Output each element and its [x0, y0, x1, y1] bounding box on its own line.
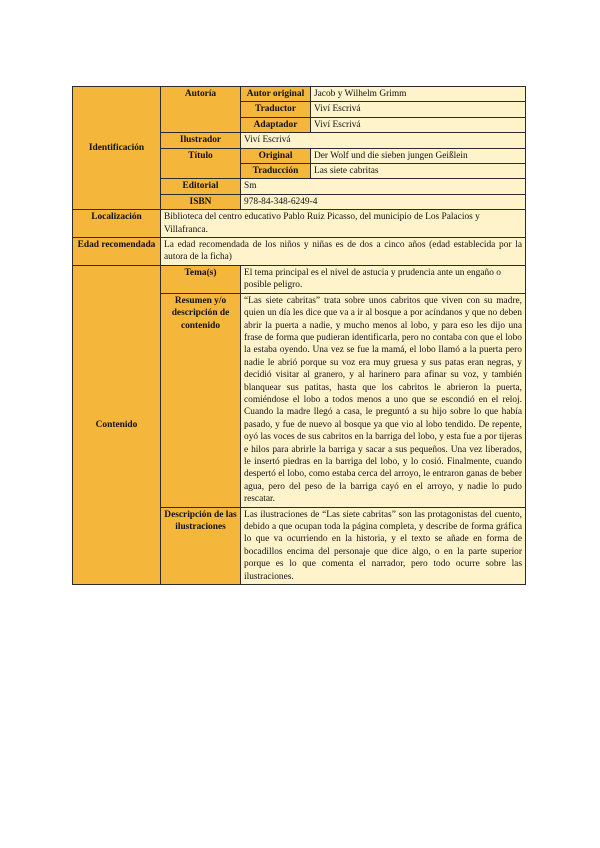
traduccion-label: Traducción	[241, 164, 311, 179]
original-label: Original	[241, 148, 311, 163]
autor-original-value: Jacob y Wilhelm Grimm	[311, 87, 526, 102]
tema-value: El tema principal es el nivel de astucia y prudencia ante un engaño o posible peligro.	[241, 265, 526, 293]
editorial-value: Sm	[241, 179, 526, 194]
resumen-label: Resumen y/o descripción de contenido	[161, 293, 241, 507]
traductor-label: Traductor	[241, 102, 311, 117]
isbn-value: 978-84-348-6249-4	[241, 194, 526, 209]
resumen-value: “Las siete cabritas” trata sobre unos cabritos que viven con su madre, quien un día les dice que va a ir al bosque a por acíndanos y que no deben abrir la puerta a nadie, y mucho menos al lobo, y para eso les dijo una frase de forma que pudieran identificarla, pero no contaba con que el lobo la estaba oyendo. Una vez se fue la mamá, el lobo llamó a la puerta pero nadie le abrió porque su voz era muy gruesa y sus patas eran negras, y decidió visitar al granero, y al harinero para afinar su voz, y también blanquear sus patitas, hasta que los cabritos le abrieron la puerta, comiéndose el lobo a todos menos a uno que se escondió en el reloj. Cuando la madre llegó a casa, le preguntó a su hijo sobre lo que había pasado, y fue de nuevo al bosque ya que vio al lobo tendido. De repente, oyó las voces de sus cabritos en la barriga del lobo, y esta fue a por tijeras e hilos para abrirle la barriga y sacar a sus pequeños. Una vez liberados, le insertó piedras en la barriga del lobo, y lo cosió. Finalmente, cuando despertó el lobo, como estaba cerca del arroyo, le entraron ganas de beber agua, pero del peso de la barriga cayó en el arroyo, y nadie lo pudo rescatar.	[241, 293, 526, 507]
adaptador-label: Adaptador	[241, 117, 311, 132]
editorial-label: Editorial	[161, 179, 241, 194]
localizacion-label: Localización	[73, 210, 161, 238]
autoria-label: Autoría	[161, 87, 241, 133]
edad-value: La edad recomendada de los niños y niñas es de dos a cinco años (edad establecida por la autora de la ficha)	[161, 238, 526, 266]
tema-label: Tema(s)	[161, 265, 241, 293]
book-record-table	[72, 86, 526, 585]
titulo-label: Título	[161, 148, 241, 179]
book-record-sheet	[72, 86, 525, 585]
localizacion-value: Biblioteca del centro educativo Pablo Ruiz Picasso, del municipio de Los Palacios y Villafranca.	[161, 210, 526, 238]
ilustrador-label: Ilustrador	[161, 133, 241, 148]
traductor-value: Viví Escrivá	[311, 102, 526, 117]
ilustraciones-value: Las ilustraciones de “Las siete cabritas” son las protagonistas del cuento, debido a que ocupan toda la página completa, y describe de forma gráfica lo que va ocurriendo en la historia, y el texto se añade en forma de bocadillos encima del personaje que dice algo, o en la parte superior porque es lo que comenta el narrador, pero todo ocurre sobre las ilustraciones.	[241, 507, 526, 584]
ilustrador-value: Viví Escrivá	[241, 133, 526, 148]
adaptador-value: Viví Escrivá	[311, 117, 526, 132]
autor-original-label: Autor original	[241, 87, 311, 102]
traduccion-value: Las siete cabritas	[311, 164, 526, 179]
contenido-label: Contenido	[73, 265, 161, 584]
identificacion-label: Identificación	[73, 87, 161, 210]
original-title-value: Der Wolf und die sieben jungen Geißlein	[311, 148, 526, 163]
ilustraciones-label: Descripción de las ilustraciones	[161, 507, 241, 584]
edad-label: Edad recomendada	[73, 238, 161, 266]
isbn-label: ISBN	[161, 194, 241, 209]
